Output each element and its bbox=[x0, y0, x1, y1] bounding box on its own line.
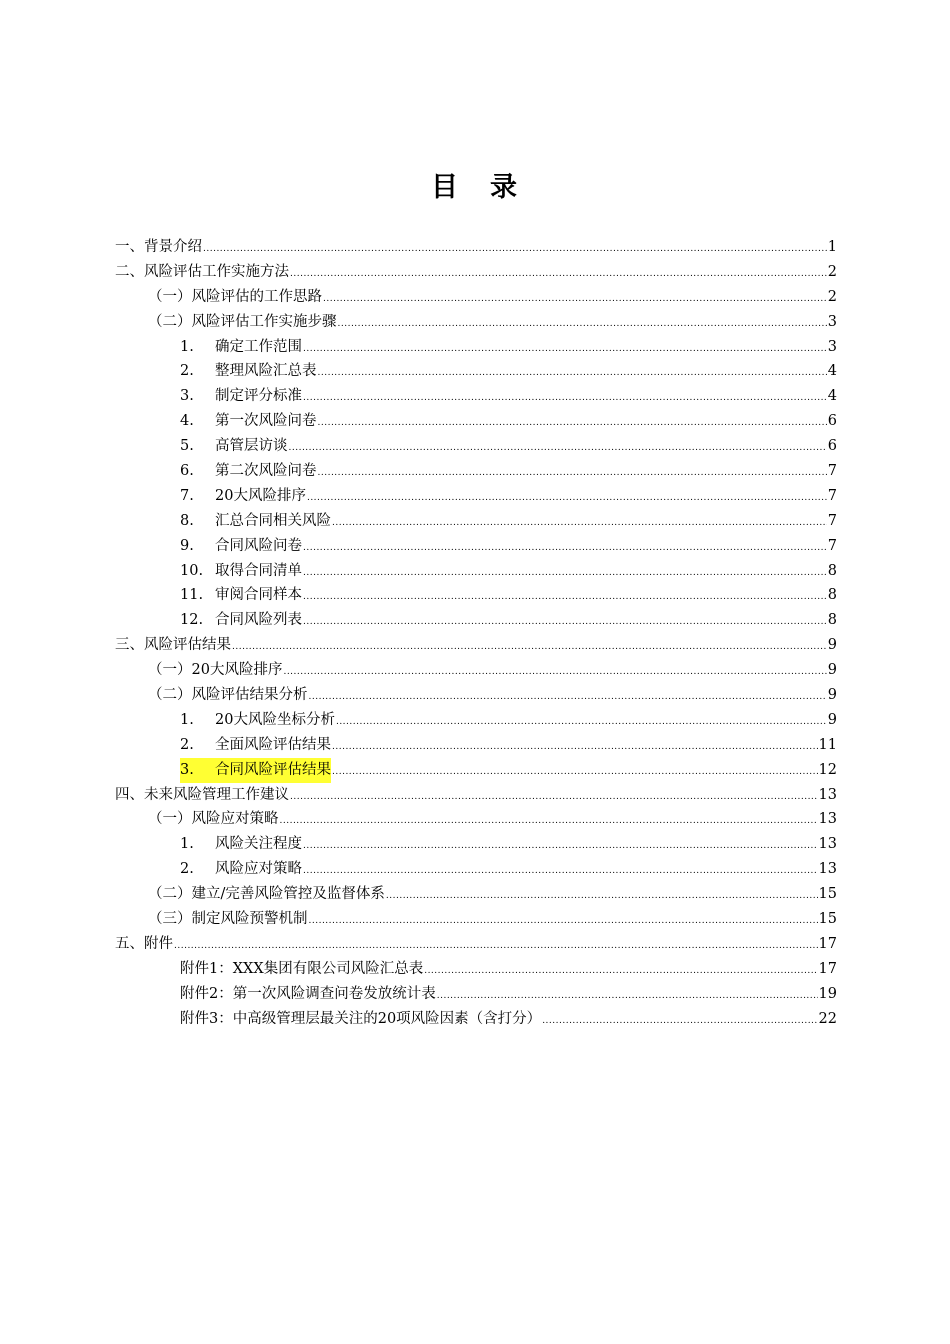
toc-entry-text bbox=[115, 633, 231, 658]
toc-entry[interactable] bbox=[115, 857, 837, 882]
toc-entry-page-number: 13 bbox=[818, 836, 837, 853]
dot-leader bbox=[303, 536, 827, 561]
toc-entry-label: 取得合同清单 bbox=[215, 562, 302, 579]
toc-entry-page-number: 9 bbox=[827, 711, 837, 728]
toc-entry-label: （二）风险评估工作实施步骤 bbox=[148, 313, 337, 330]
dot-leader bbox=[323, 287, 827, 312]
dot-leader bbox=[303, 337, 827, 362]
toc-entry-number: 9. bbox=[180, 537, 194, 554]
toc-entry-label: 风险关注程度 bbox=[215, 836, 302, 853]
toc-entry-text bbox=[180, 857, 302, 882]
toc-entry-text bbox=[115, 260, 289, 285]
toc-entry-text bbox=[180, 583, 302, 608]
toc-entry-page-number: 3 bbox=[827, 338, 837, 355]
dot-leader bbox=[290, 262, 827, 287]
toc-entry[interactable] bbox=[115, 882, 837, 907]
toc-entry-label: （二）风险评估结果分析 bbox=[148, 687, 308, 704]
toc-entry-number: 7. bbox=[180, 487, 194, 504]
toc-entry-label: 20大风险排序 bbox=[215, 487, 306, 504]
toc-entry-text bbox=[180, 982, 436, 1007]
toc-entry-page-number: 9 bbox=[827, 687, 837, 704]
toc-entry[interactable] bbox=[115, 608, 837, 633]
toc-entry-label: 汇总合同相关风险 bbox=[215, 512, 331, 529]
toc-entry-page-number: 19 bbox=[818, 985, 837, 1002]
toc-entry[interactable] bbox=[115, 932, 837, 957]
dot-leader bbox=[289, 436, 827, 461]
toc-entry-label: 五、附件 bbox=[115, 935, 173, 952]
toc-entry-text bbox=[180, 832, 302, 857]
toc-entry-page-number: 4 bbox=[827, 388, 837, 405]
toc-entry-page-number: 8 bbox=[827, 587, 837, 604]
toc-entry-page-number: 4 bbox=[827, 363, 837, 380]
toc-entry[interactable] bbox=[115, 509, 837, 534]
toc-entry[interactable] bbox=[115, 783, 837, 808]
toc-entry-label: 合同风险列表 bbox=[215, 612, 302, 629]
toc-entry-text bbox=[148, 310, 337, 335]
toc-entry[interactable] bbox=[115, 583, 837, 608]
toc-entry-text bbox=[180, 534, 302, 559]
toc-entry[interactable] bbox=[115, 982, 837, 1007]
toc-entry-text bbox=[180, 957, 423, 982]
toc-entry-text bbox=[180, 335, 302, 360]
toc-entry-label: 附件2：第一次风险调查问卷发放统计表 bbox=[180, 985, 436, 1002]
toc-entry-label: 第二次风险问卷 bbox=[215, 463, 317, 480]
toc-entry-text bbox=[180, 608, 302, 633]
dot-leader bbox=[386, 884, 818, 909]
toc-entry-text bbox=[180, 384, 302, 409]
toc-entry-page-number: 7 bbox=[827, 537, 837, 554]
toc-entry-text bbox=[148, 882, 385, 907]
toc-entry-text bbox=[180, 409, 317, 434]
toc-entry-label: （三）制定风险预警机制 bbox=[148, 911, 308, 928]
toc-entry[interactable] bbox=[115, 758, 837, 783]
toc-entry[interactable] bbox=[115, 310, 837, 335]
dot-leader bbox=[424, 959, 817, 984]
toc-entry[interactable] bbox=[115, 409, 837, 434]
toc-entry[interactable] bbox=[115, 832, 837, 857]
toc-entry[interactable] bbox=[115, 633, 837, 658]
toc-entry-page-number: 2 bbox=[827, 288, 837, 305]
toc-entry-label: 整理风险汇总表 bbox=[215, 363, 317, 380]
toc-entry[interactable] bbox=[115, 733, 837, 758]
toc-entry-label: 四、未来风险管理工作建议 bbox=[115, 786, 289, 803]
toc-entry[interactable] bbox=[115, 658, 837, 683]
toc-entry[interactable] bbox=[115, 384, 837, 409]
toc-entry-page-number: 8 bbox=[827, 612, 837, 629]
toc-entry-label: 三、风险评估结果 bbox=[115, 637, 231, 654]
toc-entry-text bbox=[180, 509, 331, 534]
dot-leader bbox=[318, 361, 827, 386]
dot-leader bbox=[303, 585, 827, 610]
dot-leader bbox=[303, 386, 827, 411]
toc-entry-label: 一、背景介绍 bbox=[115, 239, 202, 255]
toc-entry[interactable] bbox=[115, 235, 837, 260]
toc-entry[interactable] bbox=[115, 434, 837, 459]
dot-leader bbox=[336, 710, 827, 735]
toc-entry-text bbox=[180, 559, 302, 584]
toc-entry-number: 2. bbox=[180, 363, 194, 380]
dot-leader bbox=[303, 561, 827, 586]
toc-entry-page-number: 9 bbox=[827, 662, 837, 679]
toc-entry-number: 1. bbox=[180, 338, 194, 355]
toc-entry-number: 3. bbox=[180, 388, 194, 405]
toc-entry-page-number: 6 bbox=[827, 413, 837, 430]
toc-entry-label: 20大风险坐标分析 bbox=[215, 711, 335, 728]
toc-entry[interactable] bbox=[115, 807, 837, 832]
toc-entry-page-number: 13 bbox=[818, 861, 837, 878]
toc-entry[interactable] bbox=[115, 957, 837, 982]
dot-leader bbox=[542, 1009, 817, 1034]
dot-leader bbox=[332, 760, 818, 785]
toc-entry-label: （一）风险应对策略 bbox=[148, 811, 279, 828]
toc-entry-text bbox=[148, 907, 308, 932]
dot-leader bbox=[309, 909, 818, 934]
toc-entry-page-number: 15 bbox=[818, 911, 837, 928]
toc-entry-page-number: 12 bbox=[818, 761, 837, 778]
toc-entry-number: 2. bbox=[180, 861, 194, 878]
toc-entry-number: 11. bbox=[180, 587, 204, 604]
toc-entry-label: 合同风险问卷 bbox=[215, 537, 302, 554]
toc-entry-label: 确定工作范围 bbox=[215, 338, 302, 355]
toc-entry-text bbox=[115, 783, 289, 808]
toc-entry-page-number: 17 bbox=[818, 935, 837, 952]
dot-leader bbox=[174, 934, 818, 959]
toc-entry-number: 6. bbox=[180, 463, 194, 480]
toc-entry-page-number: 17 bbox=[818, 960, 837, 977]
dot-leader bbox=[303, 859, 818, 884]
toc-entry-number: 2. bbox=[180, 736, 194, 753]
dot-leader bbox=[303, 834, 818, 859]
toc-entry-label: 风险应对策略 bbox=[215, 861, 302, 878]
toc-entry-page-number: 13 bbox=[818, 811, 837, 828]
toc-title-char-2: 录 bbox=[490, 172, 519, 203]
toc-entry-label: （二）建立/完善风险管控及监督体系 bbox=[148, 886, 385, 903]
toc-entry-text bbox=[148, 658, 282, 683]
toc-entry-page-number: 7 bbox=[827, 512, 837, 529]
dot-leader bbox=[283, 660, 826, 685]
toc-entry-page-number: 7 bbox=[827, 463, 837, 480]
toc-title-char-1: 目 bbox=[431, 172, 460, 203]
toc-entry-page-number: 13 bbox=[818, 786, 837, 803]
toc-entry[interactable] bbox=[115, 335, 837, 360]
toc-entry-label: 全面风险评估结果 bbox=[215, 736, 331, 753]
toc-entry[interactable] bbox=[115, 260, 837, 285]
dot-leader bbox=[309, 685, 827, 710]
toc-entry-label: 合同风险评估结果 bbox=[215, 761, 331, 778]
toc-entry[interactable] bbox=[115, 359, 837, 384]
toc-entry[interactable] bbox=[115, 534, 837, 559]
toc-entry-text bbox=[180, 484, 306, 509]
toc-entry-text bbox=[180, 1007, 541, 1032]
toc-entry-number: 3. bbox=[180, 761, 194, 778]
toc-entry[interactable] bbox=[115, 683, 837, 708]
table-of-contents bbox=[115, 235, 837, 1032]
toc-entry-page-number: 8 bbox=[827, 562, 837, 579]
toc-entry[interactable] bbox=[115, 285, 837, 310]
toc-entry-label: 高管层访谈 bbox=[215, 438, 288, 455]
toc-entry-number: 10. bbox=[180, 562, 204, 579]
toc-entry[interactable] bbox=[115, 559, 837, 584]
toc-entry-text bbox=[115, 235, 202, 260]
dot-leader bbox=[437, 984, 818, 1009]
toc-entry[interactable] bbox=[115, 708, 837, 733]
toc-entry-page-number: 6 bbox=[827, 438, 837, 455]
toc-entry-label: 制定评分标准 bbox=[215, 388, 302, 405]
toc-entry-text bbox=[180, 733, 331, 758]
toc-entry-text bbox=[148, 285, 322, 310]
toc-entry-text bbox=[180, 459, 317, 484]
toc-entry-label: 附件1：XXX集团有限公司风险汇总表 bbox=[180, 960, 424, 977]
toc-entry-label: 二、风险评估工作实施方法 bbox=[115, 263, 289, 280]
dot-leader bbox=[338, 312, 827, 337]
toc-entry-text bbox=[115, 932, 173, 957]
toc-entry-label: （一）20大风险排序 bbox=[148, 662, 283, 679]
toc-entry-number: 8. bbox=[180, 512, 194, 529]
toc-entry-label: 审阅合同样本 bbox=[215, 587, 302, 604]
toc-entry-page-number: 2 bbox=[827, 263, 837, 280]
dot-leader bbox=[280, 809, 818, 834]
toc-entry-number: 1. bbox=[180, 836, 194, 853]
toc-entry-text bbox=[180, 359, 317, 384]
dot-leader bbox=[307, 486, 827, 511]
toc-entry-label: 第一次风险问卷 bbox=[215, 413, 317, 430]
toc-entry[interactable] bbox=[115, 1007, 837, 1032]
toc-entry-page-number: 11 bbox=[818, 736, 837, 753]
toc-entry-page-number: 22 bbox=[818, 1010, 837, 1027]
highlighted-entry-text bbox=[180, 758, 331, 783]
toc-entry-number: 1. bbox=[180, 711, 194, 728]
toc-entry-page-number: 9 bbox=[827, 637, 837, 654]
toc-entry-text bbox=[180, 434, 288, 459]
dot-leader bbox=[232, 635, 827, 660]
toc-entry[interactable] bbox=[115, 459, 837, 484]
toc-entry[interactable] bbox=[115, 484, 837, 509]
toc-entry-text bbox=[148, 683, 308, 708]
toc-entry-page-number: 15 bbox=[818, 886, 837, 903]
toc-entry-text bbox=[180, 708, 335, 733]
toc-entry-page-number: 7 bbox=[827, 487, 837, 504]
dot-leader bbox=[203, 237, 827, 262]
toc-entry-number: 5. bbox=[180, 438, 194, 455]
toc-entry-page-number: 3 bbox=[827, 313, 837, 330]
toc-entry-text bbox=[148, 807, 279, 832]
toc-entry-page-number: 1 bbox=[827, 239, 837, 255]
toc-entry-number: 12. bbox=[180, 612, 204, 629]
dot-leader bbox=[332, 511, 827, 536]
dot-leader bbox=[303, 610, 827, 635]
dot-leader bbox=[318, 461, 827, 486]
toc-entry-label: （一）风险评估的工作思路 bbox=[148, 288, 322, 305]
dot-leader bbox=[318, 411, 827, 436]
dot-leader bbox=[332, 735, 818, 760]
dot-leader bbox=[290, 785, 818, 810]
toc-entry-label: 附件3：中高级管理层最关注的20项风险因素（含打分） bbox=[180, 1010, 542, 1027]
toc-entry-number: 4. bbox=[180, 413, 194, 430]
toc-title bbox=[0, 168, 950, 208]
toc-entry[interactable] bbox=[115, 907, 837, 932]
